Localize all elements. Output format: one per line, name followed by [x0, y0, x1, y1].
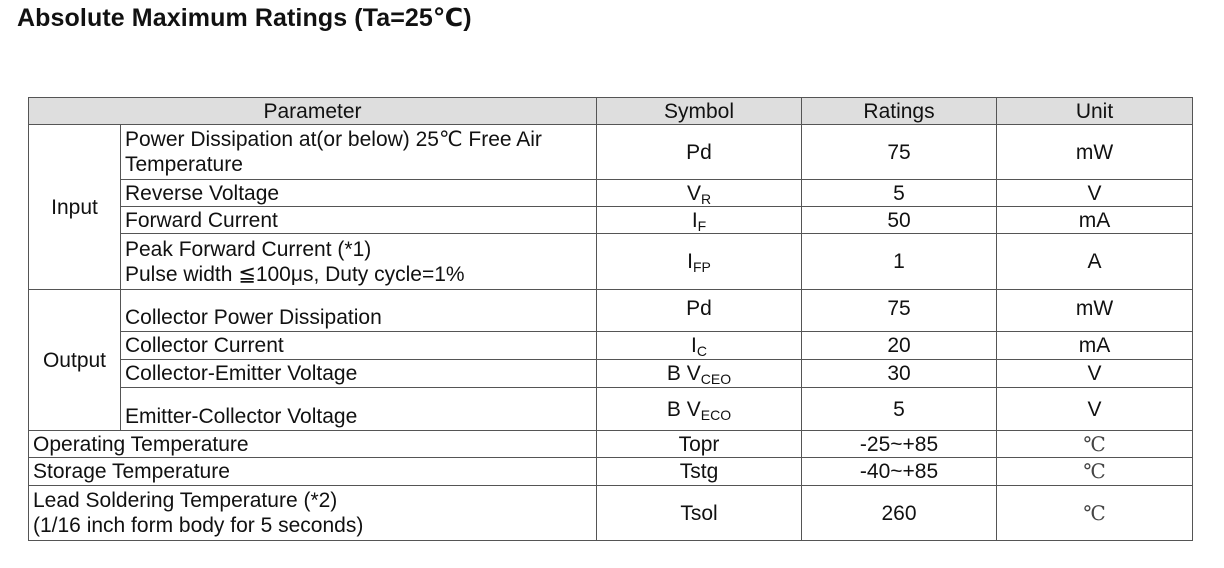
symbol-cell	[597, 486, 802, 541]
rating-cell: 75	[802, 125, 997, 180]
table-row	[29, 458, 1193, 486]
rating-cell: 50	[802, 207, 997, 234]
parameter-cell	[121, 388, 597, 431]
header-ratings: Ratings	[802, 98, 997, 125]
parameter-cell	[121, 234, 597, 290]
rating-cell: 5	[802, 388, 997, 431]
parameter-cell	[29, 486, 597, 541]
symbol-subscript: F	[697, 217, 707, 234]
table-row	[29, 234, 1193, 290]
parameter-cell	[121, 290, 597, 332]
symbol-text: I	[691, 208, 698, 232]
rating-cell: -25~+85	[802, 431, 997, 458]
symbol-cell	[597, 388, 802, 431]
parameter-line: Collector Power Dissipation	[125, 306, 382, 329]
rating-cell: 1	[802, 234, 997, 290]
rating-cell: -40~+85	[802, 458, 997, 486]
symbol-cell	[597, 180, 802, 207]
table-row	[29, 388, 1193, 431]
symbol-subscript: R	[700, 190, 712, 207]
rating-cell: 260	[802, 486, 997, 541]
unit-cell: ℃	[997, 486, 1193, 541]
symbol-subscript: CEO	[700, 371, 732, 387]
parameter-cell	[121, 332, 597, 360]
symbol-cell	[597, 125, 802, 180]
rating-cell: 75	[802, 290, 997, 332]
parameter-cell	[121, 125, 597, 180]
symbol-text: V	[686, 181, 701, 205]
table-row	[29, 125, 1193, 180]
parameter-line: Operating Temperature	[33, 432, 249, 456]
unit-cell: V	[997, 360, 1193, 388]
unit-cell: mW	[997, 290, 1193, 332]
symbol-text: Pd	[686, 297, 712, 320]
unit-cell: V	[997, 388, 1193, 431]
symbol-text: B V	[666, 362, 701, 385]
table-row	[29, 332, 1193, 360]
unit-cell: mA	[997, 332, 1193, 360]
symbol-text: I	[687, 250, 693, 273]
symbol-text: Tsol	[680, 501, 718, 525]
parameter-line: Collector Current	[125, 334, 284, 357]
unit-cell: mA	[997, 207, 1193, 234]
symbol-cell	[597, 458, 802, 486]
parameter-cell	[121, 207, 597, 234]
unit-cell: ℃	[997, 458, 1193, 486]
symbol-subscript: FP	[692, 259, 711, 275]
symbol-cell	[597, 332, 802, 360]
symbol-text: Topr	[678, 432, 720, 456]
table-row	[29, 431, 1193, 458]
header-unit: Unit	[997, 98, 1193, 125]
group-label-output: Output	[29, 290, 121, 431]
rating-cell: 30	[802, 360, 997, 388]
parameter-cell	[121, 180, 597, 207]
rating-cell: 20	[802, 332, 997, 360]
parameter-cell	[29, 458, 597, 486]
group-label-input: Input	[29, 125, 121, 290]
unit-cell: A	[997, 234, 1193, 290]
symbol-cell	[597, 360, 802, 388]
symbol-text: B V	[666, 397, 701, 421]
parameter-line: Power Dissipation at(or below) 25℃ Free Air	[125, 128, 542, 151]
parameter-line: Reverse Voltage	[125, 181, 280, 205]
rating-cell: 5	[802, 180, 997, 207]
symbol-subscript: ECO	[700, 406, 732, 423]
header-parameter: Parameter	[29, 98, 597, 125]
table-row	[29, 180, 1193, 207]
symbol-text: Pd	[686, 140, 712, 164]
unit-cell: ℃	[997, 431, 1193, 458]
symbol-cell	[597, 431, 802, 458]
table-row	[29, 360, 1193, 388]
unit-cell: V	[997, 180, 1193, 207]
parameter-line: Lead Soldering Temperature (*2)	[33, 489, 338, 512]
parameter-cell	[121, 360, 597, 388]
parameter-line: Collector-Emitter Voltage	[125, 362, 358, 385]
table-row	[29, 290, 1193, 332]
absolute-maximum-ratings-table	[28, 97, 1193, 541]
page-title: Absolute Maximum Ratings (Ta=25℃)	[17, 4, 472, 32]
table-header-row	[29, 98, 1193, 125]
parameter-line: (1/16 inch form body for 5 seconds)	[33, 514, 364, 537]
symbol-subscript: C	[696, 343, 707, 359]
table-row	[29, 486, 1193, 541]
symbol-cell	[597, 290, 802, 332]
parameter-line: Forward Current	[125, 208, 278, 232]
parameter-line: Temperature	[125, 153, 243, 176]
parameter-line: Storage Temperature	[33, 460, 230, 483]
parameter-line: Pulse width ≦100μs, Duty cycle=1%	[125, 262, 465, 286]
symbol-text: I	[691, 334, 697, 357]
parameter-line: Emitter-Collector Voltage	[125, 405, 358, 428]
unit-cell: mW	[997, 125, 1193, 180]
table-row	[29, 207, 1193, 234]
symbol-cell	[597, 207, 802, 234]
header-symbol: Symbol	[597, 98, 802, 125]
parameter-cell	[29, 431, 597, 458]
parameter-line: Peak Forward Current (*1)	[125, 237, 372, 261]
symbol-cell	[597, 234, 802, 290]
symbol-text: Tstg	[679, 460, 719, 483]
